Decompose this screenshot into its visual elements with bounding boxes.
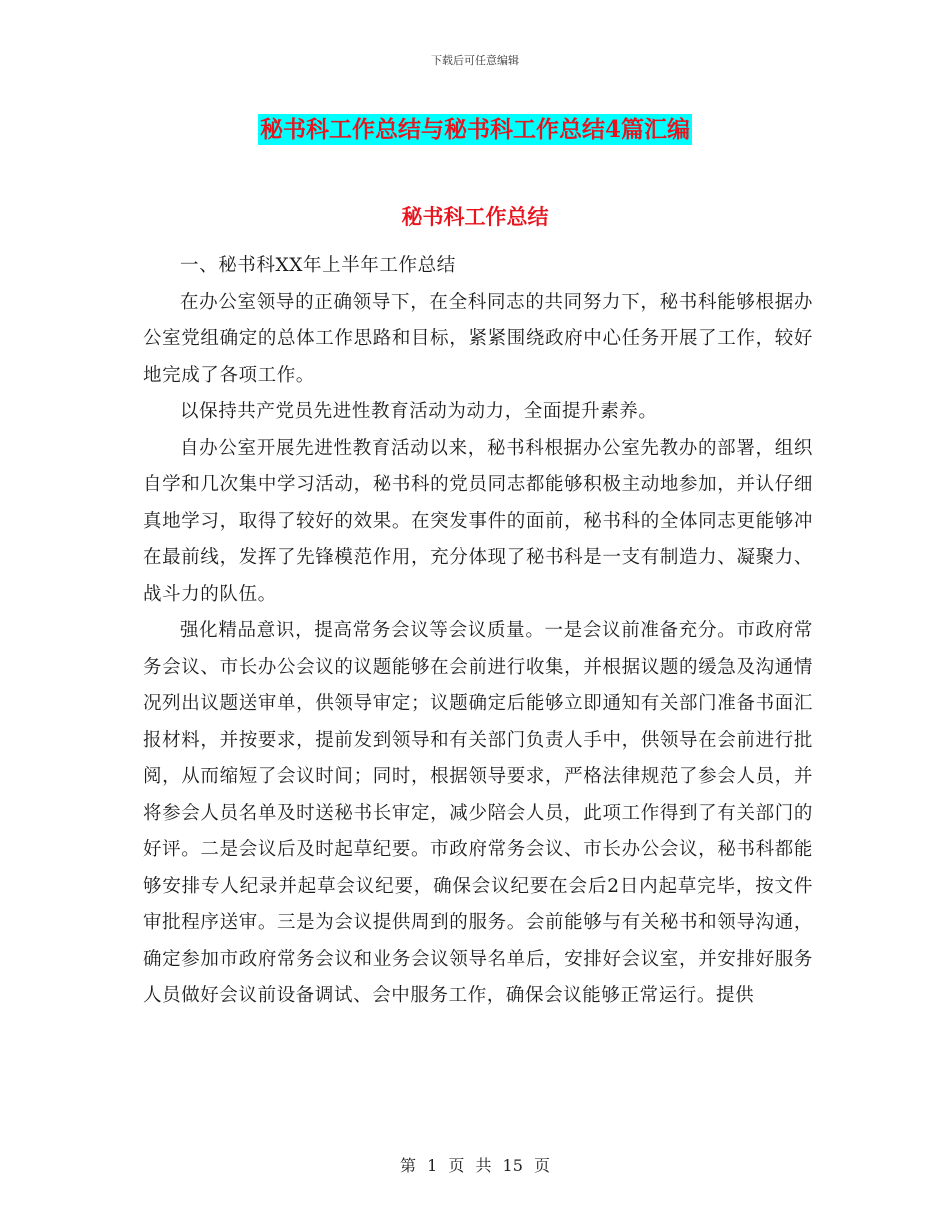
paragraph: 以保持共产党员先进性教育活动为动力，全面提升素养。: [180, 401, 658, 422]
document-title-text: 秘书科工作总结与秘书科工作总结4篇汇编: [259, 116, 690, 143]
paragraph: 在办公室领导的正确领导下，在全科同志的共同努力下，秘书科能够根据办公室党组确定的总体工作思路和目标，紧紧围绕政府中心任务开展了工作，较好地完成了各项工作。: [143, 291, 813, 386]
document-body: [143, 248, 813, 1015]
paragraph-heading: 一、秘书科XX年上半年工作总结: [180, 255, 456, 276]
page-header-note: 下载后可任意编辑: [431, 54, 519, 67]
paragraph: 自办公室开展先进性教育活动以来，秘书科根据办公室先教办的部署，组织自学和几次集中学习活动，秘书科的党员同志都能够积极主动地参加，并认仔细真地学习，取得了较好的效果。在突发事件的面前，秘书科的全体同志更能够冲在最前线，发挥了先锋模范作用，充分体现了秘书科是一支有制造力、凝聚力、战斗力的队伍。: [143, 437, 813, 605]
paragraph: 强化精品意识，提高常务会议等会议质量。一是会议前准备充分。市政府常务会议、市长办公会议的议题能够在会前进行收集，并根据议题的缓急及沟通情况列出议题送审单，供领导审定；议题确定后能够立即通知有关部门准备书面汇报材料，并按要求，提前发到领导和有关部门负责人手中，供领导在会前进行批阅，从而缩短了会议时间；同时，根据领导要求，严格法律规范了参会人员，并将参会人员名单及时送秘书长审定，减少陪会人员，此项工作得到了有关部门的好评。二是会议后及时起草纪要。市政府常务会议、市长办公会议，秘书科都能够安排专人纪录并起草会议纪要，确保会议纪要在会后2日内起草完毕，按文件审批程序送审。三是为会议提供周到的服务。会前能够与有关秘书和领导沟通，确定参加市政府常务会议和业务会议领导名单后，安排好会议室，并安排好服务人员做好会议前设备调试、会中服务工作，确保会议能够正常运行。提供: [143, 620, 813, 1006]
section-title: 秘书科工作总结: [401, 204, 549, 229]
page-number-footer: 第 1 页 共 15 页: [400, 1156, 550, 1175]
document-title: [0, 113, 950, 149]
